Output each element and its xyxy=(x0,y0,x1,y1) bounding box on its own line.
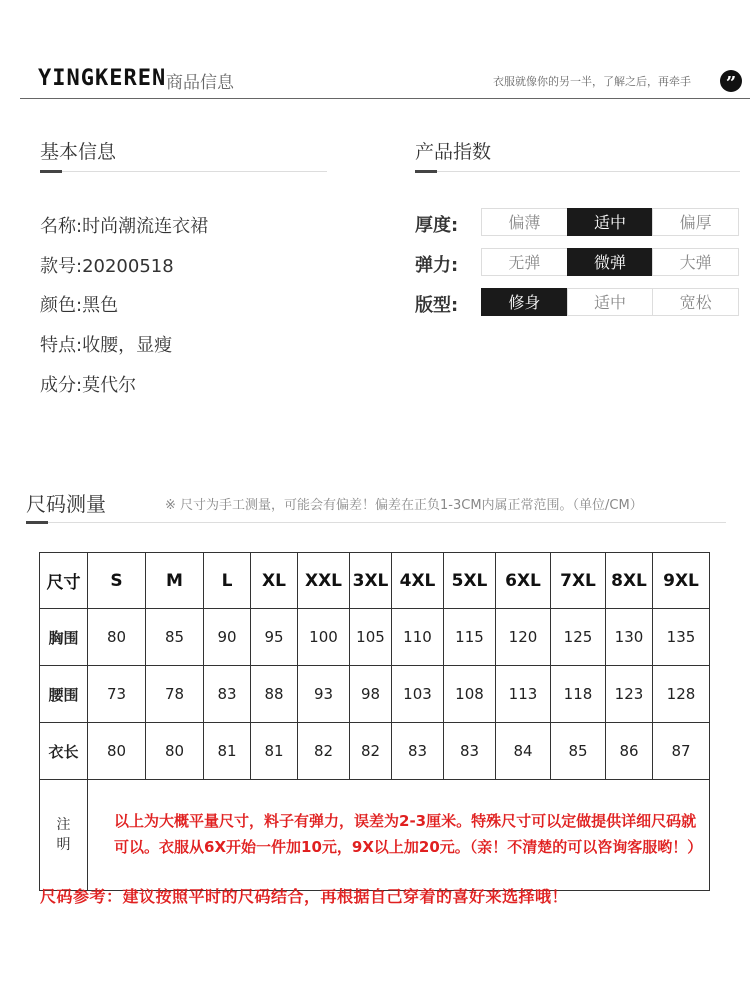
info-label: 名称: xyxy=(40,216,83,237)
table-cell: 118 xyxy=(551,666,606,723)
table-cell: 80 xyxy=(88,609,146,666)
elasticity-label: 弹力: xyxy=(415,255,459,276)
info-value: 黑色 xyxy=(82,295,119,316)
table-cell: 78 xyxy=(146,666,204,723)
table-cell: 82 xyxy=(350,723,392,780)
row-label: 腰围 xyxy=(40,666,88,723)
quote-icon: ” xyxy=(720,70,742,92)
table-cell: 130 xyxy=(606,609,653,666)
info-label: 特点: xyxy=(40,335,83,356)
info-label: 颜色: xyxy=(40,295,83,316)
table-cell: 115 xyxy=(444,609,496,666)
size-reference: 尺码参考：建议按照平时的尺码结合，再根据自己穿着的喜好来选择哦！ xyxy=(40,887,569,906)
table-cell: 87 xyxy=(653,723,710,780)
table-cell: 90 xyxy=(204,609,251,666)
thickness-label: 厚度: xyxy=(415,215,459,236)
info-row-name xyxy=(40,212,208,238)
size-header-cell: 5XL xyxy=(444,553,496,609)
brand-name: YINGKEREN xyxy=(38,66,167,91)
note-row xyxy=(40,780,710,891)
table-cell: 83 xyxy=(392,723,444,780)
size-measure-note: ※ 尺寸为手工测量，可能会有偏差！偏差在正负1-3CM内属正常范围。（单位/CM） xyxy=(165,498,643,513)
product-index-divider xyxy=(415,171,740,172)
size-table xyxy=(39,552,710,891)
basic-info-accent xyxy=(40,170,62,173)
basic-info-title: 基本信息 xyxy=(40,141,117,163)
size-header-cell: L xyxy=(204,553,251,609)
basic-info-divider xyxy=(40,171,327,172)
table-cell: 110 xyxy=(392,609,444,666)
size-header-cell: 9XL xyxy=(653,553,710,609)
size-section-accent xyxy=(26,521,48,524)
thickness-options xyxy=(481,208,739,236)
size-section-divider xyxy=(26,522,726,523)
info-value: 收腰，显瘦 xyxy=(82,335,173,356)
table-row xyxy=(40,723,710,780)
table-cell: 105 xyxy=(350,609,392,666)
note-label-text: 注明 xyxy=(56,817,71,853)
thickness-option: 适中 xyxy=(567,208,654,236)
size-header-row xyxy=(40,553,710,609)
table-cell: 128 xyxy=(653,666,710,723)
info-value: 20200518 xyxy=(82,256,174,277)
info-row-features xyxy=(40,331,172,357)
table-cell: 82 xyxy=(298,723,350,780)
info-label: 成分: xyxy=(40,375,83,396)
size-header-label: 尺寸 xyxy=(40,553,88,609)
size-header-cell: S xyxy=(88,553,146,609)
table-cell: 84 xyxy=(496,723,551,780)
table-cell: 125 xyxy=(551,609,606,666)
fit-option: 修身 xyxy=(481,288,568,316)
size-header-cell: XL xyxy=(251,553,298,609)
size-header-cell: 4XL xyxy=(392,553,444,609)
elasticity-option: 无弹 xyxy=(481,248,568,276)
product-index-title: 产品指数 xyxy=(415,141,492,163)
table-cell: 85 xyxy=(146,609,204,666)
table-cell: 98 xyxy=(350,666,392,723)
table-cell: 88 xyxy=(251,666,298,723)
table-cell: 123 xyxy=(606,666,653,723)
table-cell: 108 xyxy=(444,666,496,723)
table-cell: 83 xyxy=(444,723,496,780)
fit-label: 版型: xyxy=(415,295,459,316)
table-cell: 95 xyxy=(251,609,298,666)
table-cell: 103 xyxy=(392,666,444,723)
thickness-option: 偏薄 xyxy=(481,208,568,236)
product-index-accent xyxy=(415,170,437,173)
size-header-cell: 8XL xyxy=(606,553,653,609)
size-header-cell: XXL xyxy=(298,553,350,609)
table-row xyxy=(40,609,710,666)
table-cell: 100 xyxy=(298,609,350,666)
fit-option: 适中 xyxy=(567,288,654,316)
table-cell: 120 xyxy=(496,609,551,666)
table-cell: 113 xyxy=(496,666,551,723)
table-cell: 83 xyxy=(204,666,251,723)
size-header-cell: 3XL xyxy=(350,553,392,609)
elasticity-option: 大弹 xyxy=(652,248,739,276)
table-cell: 81 xyxy=(251,723,298,780)
table-cell: 85 xyxy=(551,723,606,780)
info-value: 时尚潮流连衣裙 xyxy=(82,216,209,237)
thickness-option: 偏厚 xyxy=(652,208,739,236)
fit-options xyxy=(481,288,739,316)
size-header-cell: 7XL xyxy=(551,553,606,609)
table-cell: 135 xyxy=(653,609,710,666)
table-cell: 86 xyxy=(606,723,653,780)
note-label xyxy=(40,780,88,891)
table-cell: 80 xyxy=(146,723,204,780)
header-divider xyxy=(20,98,750,99)
elasticity-options xyxy=(481,248,739,276)
row-label: 胸围 xyxy=(40,609,88,666)
info-row-style-number xyxy=(40,252,174,278)
size-header-cell: M xyxy=(146,553,204,609)
info-row-color xyxy=(40,291,118,317)
header-subtitle: 商品信息 xyxy=(166,73,234,93)
size-header-cell: 6XL xyxy=(496,553,551,609)
table-cell: 81 xyxy=(204,723,251,780)
elasticity-option: 微弹 xyxy=(567,248,654,276)
table-row xyxy=(40,666,710,723)
info-value: 莫代尔 xyxy=(82,375,137,396)
info-row-material xyxy=(40,371,136,397)
size-section-title: 尺码测量 xyxy=(26,492,106,516)
table-cell: 93 xyxy=(298,666,350,723)
info-label: 款号: xyxy=(40,256,83,277)
row-label: 衣长 xyxy=(40,723,88,780)
header-slogan: 衣服就像你的另一半，了解之后，再牵手 xyxy=(493,75,691,88)
table-cell: 73 xyxy=(88,666,146,723)
note-text: 以上为大概平量尺寸，料子有弹力，误差为2-3厘米。特殊尺寸可以定做提供详细尺码就可以。衣服从6X开始一件加10元，9X以上加20元。（亲！不清楚的可以咨询客服哟！） xyxy=(88,780,710,891)
table-cell: 80 xyxy=(88,723,146,780)
fit-option: 宽松 xyxy=(652,288,739,316)
